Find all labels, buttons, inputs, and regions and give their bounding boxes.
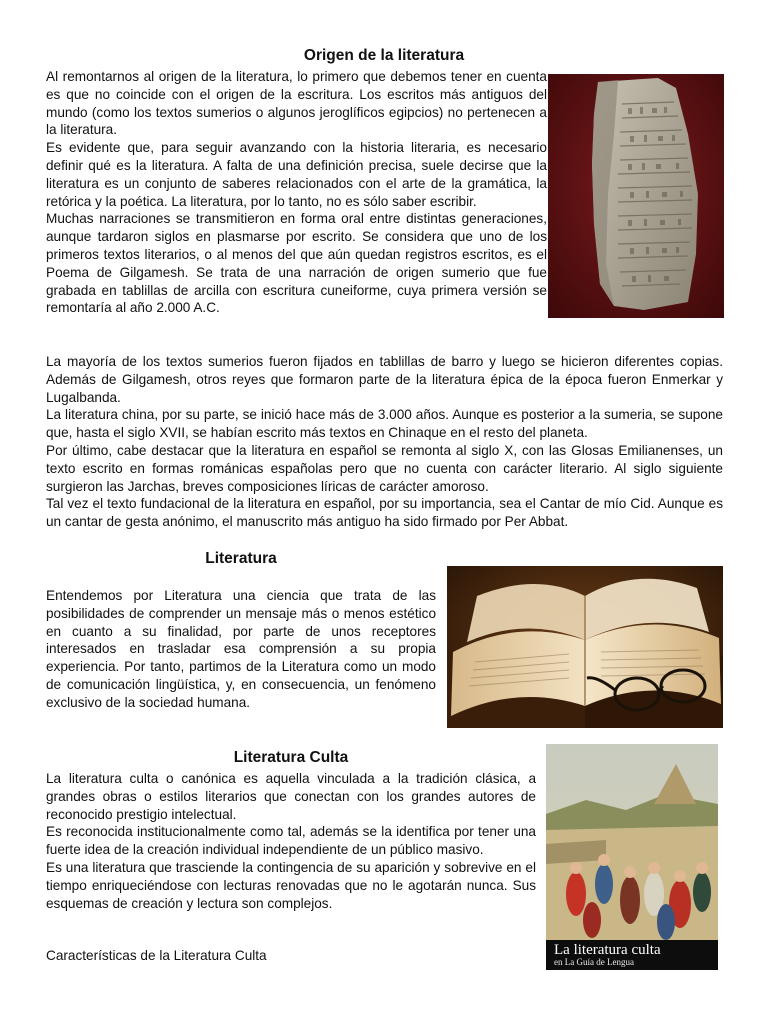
paragraph: Es reconocida institucionalmente como tal, además se la identifica por tener una fuerte idea de la creación individual independiente de un público masivo. [46,824,536,858]
paragraph: La mayoría de los textos sumerios fueron fijados en tablillas de barro y luego se hicieron diferentes copias. Además de Gilgamesh, otros reyes que formaron parte de la literatura épica de la época fueron Enmerkar y Lugalbanda. [46,354,723,405]
section1-full-column [46,353,723,531]
paragraph: Por último, cabe destacar que la literatura en español se remonta al siglo X, con las Glosas Emilianenses, un texto escrito en formas románicas españolas pero que no cuenta con carácter literario. Al siglo siguiente surgieron las Jarchas, breves composiciones líricas de carácter amoroso. [46,442,723,494]
section-title-origen: Origen de la literatura [303,47,465,64]
cuneiform-tablet-image [548,74,724,318]
paragraph: Entendemos por Literatura una ciencia que trata de las posibilidades de comprender un mensaje más o menos estético en cuanto a su finalidad, por parte de unos receptores interesados en trasladar esa comprensión a su propia experiencia. Por tanto, partimos de la Literatura como un modo de comunicación lingüística, y, en consecuencia, un fenómeno exclusivo de la sociedad humana. [46,588,436,710]
section3-column [46,770,536,912]
section-title-literatura: Literatura [205,550,277,567]
paragraph: Es una literatura que trasciende la contingencia de su aparición y sobrevive en el tiempo enriqueciéndose con lecturas renovadas que no le agotarán nunca. Sus esquemas de creación y lectura son complejos. [46,859,536,911]
section-title-literatura-culta: Literatura Culta [233,749,349,766]
characteristics-line: Características de la Literatura Culta [46,948,267,963]
paragraph: Muchas narraciones se transmitieron en forma oral entre distintas generaciones, aunque tardaron siglos en plasmarse por escrito. Se considera que uno de los primeros textos literarios, o al menos del que aún quedan registros escritos, es el Poema de Gilgamesh. Se trata de una narración de origen sumerio que fue grabada en tablillas de arcilla con escritura cuneiforme, cuya primera versión se remontaría al año 2.000 A.C. [46,211,547,316]
section1-narrow-column [46,68,547,317]
medieval-painting-image [546,744,718,970]
paragraph: Tal vez el texto fundacional de la literatura en español, por su importancia, sea el Cantar de mío Cid. Aunque es un cantar de gesta anónimo, el manuscrito más antiguo ha sido firmado por Per Abbat. [46,496,723,530]
paragraph: La literatura china, por su parte, se inició hace más de 3.000 años. Aunque es posterior a la sumeria, se supone que, hasta el siglo XVII, se habían escrito más textos en Chinaque en el resto del planeta. [46,407,723,441]
painting-subcaption: en La Guía de Lengua [554,957,634,967]
paragraph: Al remontarnos al origen de la literatura, lo primero que debemos tener en cuenta es que no coincide con el origen de la escritura. Los escritos más antiguos del mundo (como los textos sumerios o algunos jeroglíficos egipcios) no pertenecen a la literatura. [46,69,547,138]
paragraph: Es evidente que, para seguir avanzando con la historia literaria, es necesario definir qué es la literatura. A falta de una definición precisa, suele decirse que la literatura es un conjunto de saberes relacionados con el arte de la gramática, la retórica y la poética. La literatura, por lo tanto, no es sólo saber escribir. [46,140,547,209]
section2-column [46,587,436,712]
painting-caption: La literatura culta [554,942,661,958]
paragraph: La literatura culta o canónica es aquella vinculada a la tradición clásica, a grandes obras o estilos literarios que conectan con los grandes autores de reconocido prestigio intelectual. [46,771,536,822]
open-book-image [447,566,723,728]
